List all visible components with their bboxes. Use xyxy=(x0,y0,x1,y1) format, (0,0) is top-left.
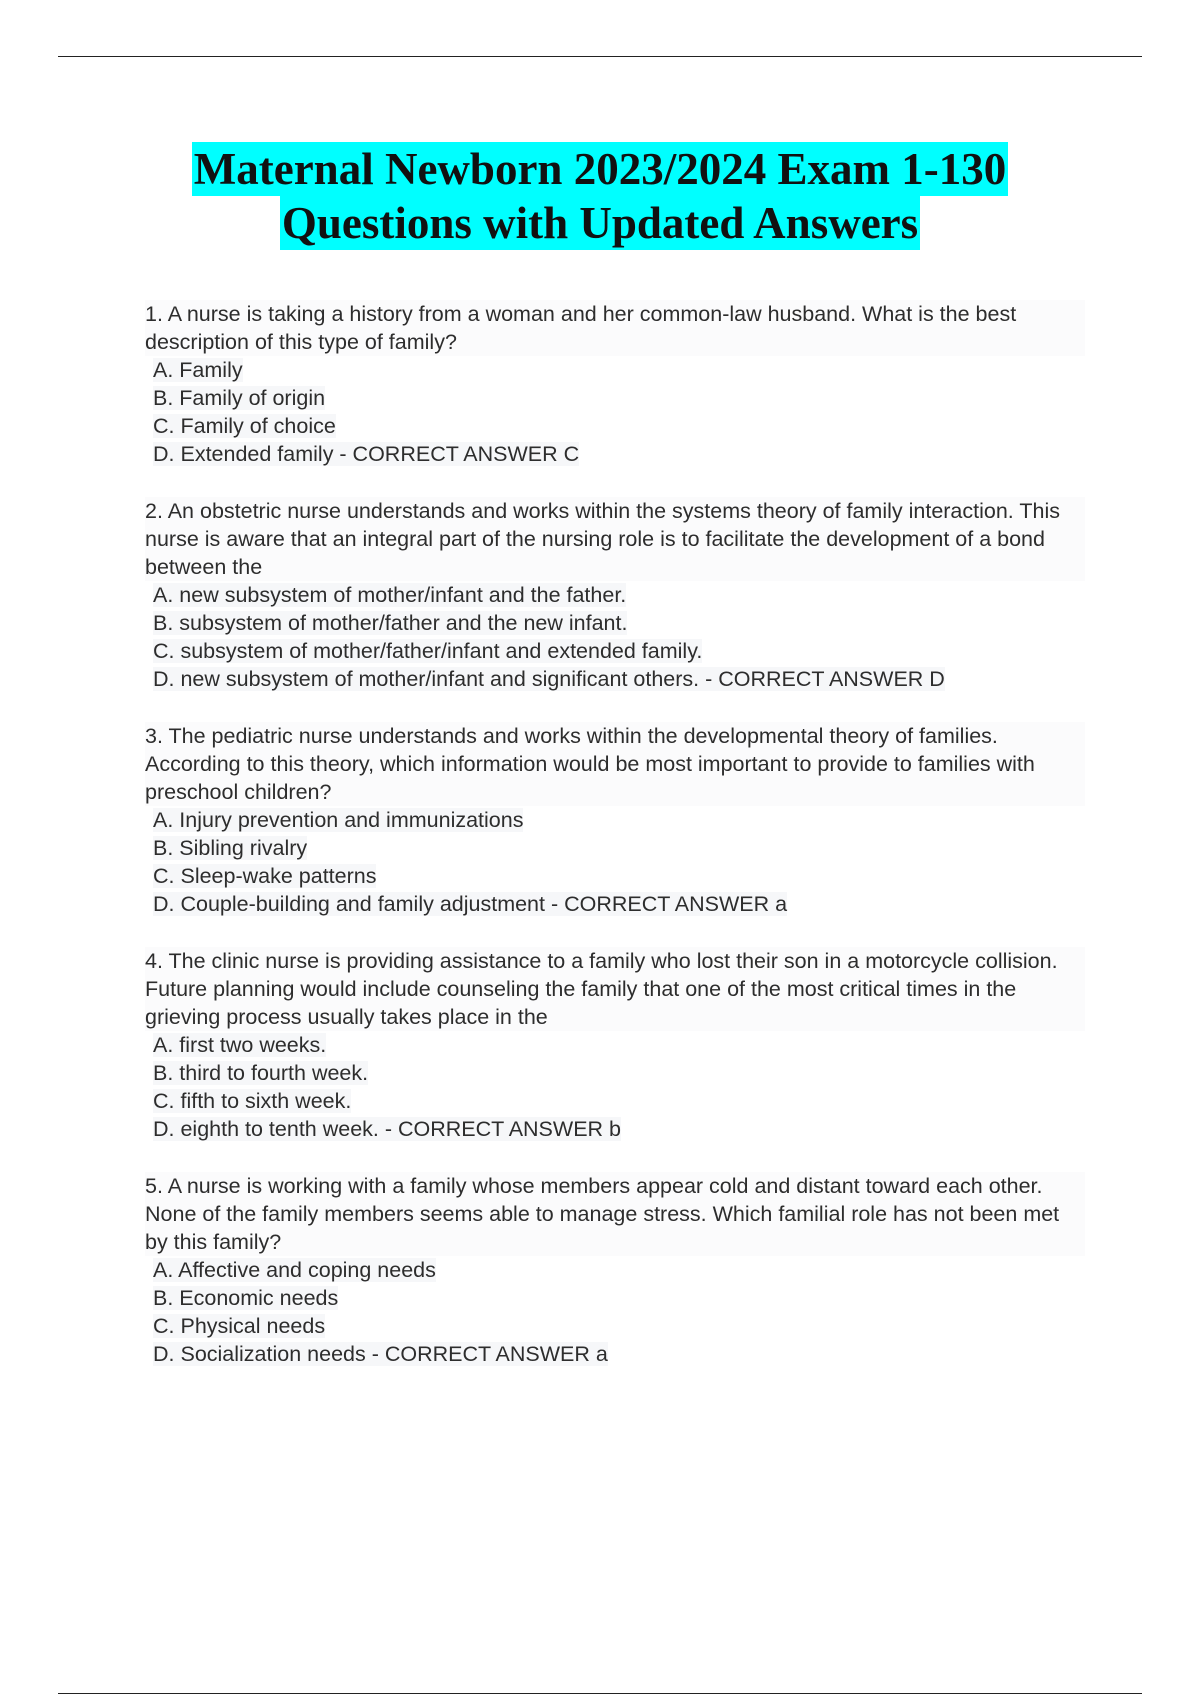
bottom-rule xyxy=(58,1693,1142,1694)
question-3 xyxy=(145,722,1085,918)
question-2 xyxy=(145,497,1085,693)
question-1 xyxy=(145,300,1085,468)
question-stem: 3. The pediatric nurse understands and works within the developmental theory of families. According to this theory, which information would be most important to provide to families with preschool children? xyxy=(145,722,1085,806)
option-d-answer: D. eighth to tenth week. - CORRECT ANSWER b xyxy=(153,1117,621,1141)
option-d-answer: D. Extended family - CORRECT ANSWER C xyxy=(153,442,580,466)
question-stem: 4. The clinic nurse is providing assistance to a family who lost their son in a motorcycle collision. Future planning would include counseling the family that one of the most critical times in the grieving process usually takes place in the xyxy=(145,947,1085,1031)
option-a: A. Injury prevention and immunizations xyxy=(153,808,524,832)
question-stem: 1. A nurse is taking a history from a woman and her common-law husband. What is the best description of this type of family? xyxy=(145,300,1085,356)
option-a: A. first two weeks. xyxy=(153,1033,327,1057)
top-rule xyxy=(58,56,1142,57)
option-c: C. Sleep-wake patterns xyxy=(153,864,377,888)
option-a: A. new subsystem of mother/infant and the father. xyxy=(153,583,627,607)
option-d-answer: D. new subsystem of mother/infant and significant others. - CORRECT ANSWER D xyxy=(153,667,945,691)
option-c: C. fifth to sixth week. xyxy=(153,1089,352,1113)
option-b: B. third to fourth week. xyxy=(153,1061,369,1085)
option-b: B. subsystem of mother/father and the new infant. xyxy=(153,611,628,635)
option-c: C. subsystem of mother/father/infant and extended family. xyxy=(153,639,703,663)
question-stem: 5. A nurse is working with a family whose members appear cold and distant toward each other. None of the family members seems able to manage stress. Which familial role has not been met by this family? xyxy=(145,1172,1085,1256)
option-d-answer: D. Socialization needs - CORRECT ANSWER a xyxy=(153,1342,608,1366)
title-line-2: Questions with Updated Answers xyxy=(281,198,919,248)
option-d-answer: D. Couple-building and family adjustment - CORRECT ANSWER a xyxy=(153,892,788,916)
option-a: A. Affective and coping needs xyxy=(153,1258,436,1282)
question-4 xyxy=(145,947,1085,1143)
option-b: B. Sibling rivalry xyxy=(153,836,308,860)
option-b: B. Family of origin xyxy=(153,386,326,410)
question-list xyxy=(145,300,1085,1397)
question-5 xyxy=(145,1172,1085,1368)
question-stem: 2. An obstetric nurse understands and works within the systems theory of family interaction. This nurse is aware that an integral part of the nursing role is to facilitate the development of a bond between the xyxy=(145,497,1085,581)
option-c: C. Family of choice xyxy=(153,414,336,438)
option-b: B. Economic needs xyxy=(153,1286,339,1310)
title-line-1: Maternal Newborn 2023/2024 Exam 1-130 xyxy=(193,144,1007,194)
option-c: C. Physical needs xyxy=(153,1314,326,1338)
document-title xyxy=(0,142,1200,250)
option-a: A. Family xyxy=(153,358,243,382)
